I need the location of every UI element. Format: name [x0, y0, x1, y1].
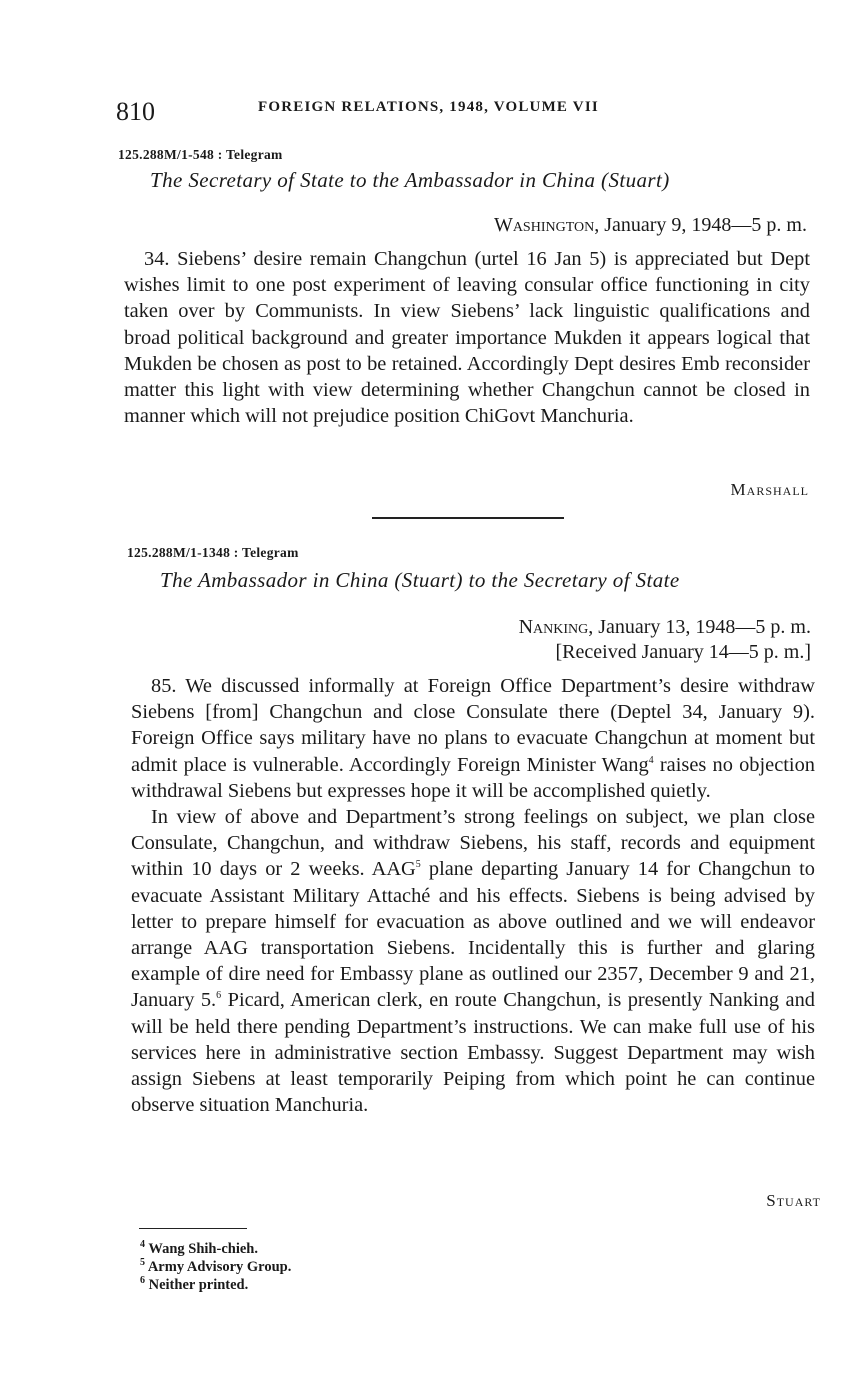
page-number: 810	[116, 97, 155, 126]
doc2-signature: Stuart	[766, 1191, 821, 1210]
doc2-paragraph-2	[131, 804, 815, 1118]
running-title: FOREIGN RELATIONS, 1948, VOLUME VII	[258, 99, 599, 115]
doc2-date: , January 13, 1948—5 p. m.	[588, 616, 811, 638]
doc2-paragraph-1	[131, 673, 815, 804]
doc2-p2-text-b: plane departing January 14 for Changchun to evacuate Assistant Military Attaché and his effects. Siebens is being advised by letter to prepare himself for evacuation as above outlined and we will endeavor arrange AAG transportation Siebens. Incidentally this is further and glaring example of dire need for Embassy plane as outlined our 2357, December 9 and 21, January 5.	[131, 858, 815, 1012]
doc1-body	[124, 246, 810, 429]
footnote-ref-6: 6	[216, 990, 222, 1002]
footnote-ref-4: 4	[648, 754, 654, 766]
doc2-p1-text-a: 85. We discussed informally at Foreign Office Department’s desire withdraw Siebens [from] Changchun and close Consulate there (Deptel 34, January 9). Foreign Office says military have no plans to evacuate Changchun at moment but admit place is vulnerable. Accordingly Foreign Minister Wang	[131, 675, 815, 776]
doc2-file-ref: 125.288M/1-1348 : Telegram	[127, 545, 299, 560]
footnote-item	[140, 1276, 291, 1294]
doc1-signature: Marshall	[730, 480, 809, 499]
doc2-p2-text-c: Picard, American clerk, en route Changchun, is presently Nanking and will be held there pending Department’s instructions. We can make full use of his services here in administrative section Embassy. Suggest Department may wish assign Siebens at least temporarily Peiping from which point he can continue observe situation Manchuria.	[131, 989, 815, 1117]
footnote-text: Neither printed.	[148, 1277, 249, 1293]
footnote-item	[140, 1240, 291, 1258]
doc1-title: The Secretary of State to the Ambassador in China (Stuart)	[150, 168, 670, 192]
doc1-paragraph: 34. Siebens’ desire remain Changchun (urtel 16 Jan 5) is appreciated but Dept wishes limit to one post experiment of leaving consular office functioning in city taken over by Communists. In view Siebens’ lack linguistic qualifications and broad political background and greater importance Mukden it appears logical that Mukden be chosen as post to be retained. Accordingly Dept desires Emb reconsider matter this light with view determining whether Changchun cannot be closed in manner which will not prejudice position ChiGovt Manchuria.	[124, 248, 810, 428]
footnote-text: Army Advisory Group.	[147, 1259, 292, 1275]
doc1-place: Washington	[493, 214, 595, 236]
doc1-file-ref: 125.288M/1-548 : Telegram	[118, 147, 283, 162]
footnote-mark: 4	[140, 1239, 145, 1251]
doc2-body	[131, 673, 815, 1118]
footnote-ref-5: 5	[415, 859, 421, 871]
doc2-received: [Received January 14—5 p. m.]	[555, 641, 811, 663]
footnotes	[140, 1240, 291, 1294]
doc2-dateline	[519, 616, 811, 639]
footnote-item	[140, 1258, 291, 1276]
footnote-mark: 5	[140, 1257, 145, 1269]
footnote-text: Wang Shih-chieh.	[148, 1241, 258, 1257]
footnote-rule	[139, 1228, 247, 1229]
footnote-mark: 6	[140, 1275, 145, 1287]
doc2-p2-text-a: In view of above and Department’s strong feelings on subject, we plan close Consulate, Changchun, and withdraw Siebens, his staff, records and equipment within 10 days or 2 weeks. AAG	[131, 806, 815, 881]
doc1-date: , January 9, 1948—5 p. m.	[594, 214, 807, 236]
doc2-place: Nanking	[518, 616, 589, 638]
doc2-title: The Ambassador in China (Stuart) to the Secretary of State	[160, 568, 680, 592]
section-divider	[372, 517, 564, 519]
doc2-p1-text-b: raises no objection withdrawal Siebens but expresses hope it will be accomplished quietly.	[131, 753, 815, 802]
doc1-dateline	[494, 214, 807, 237]
